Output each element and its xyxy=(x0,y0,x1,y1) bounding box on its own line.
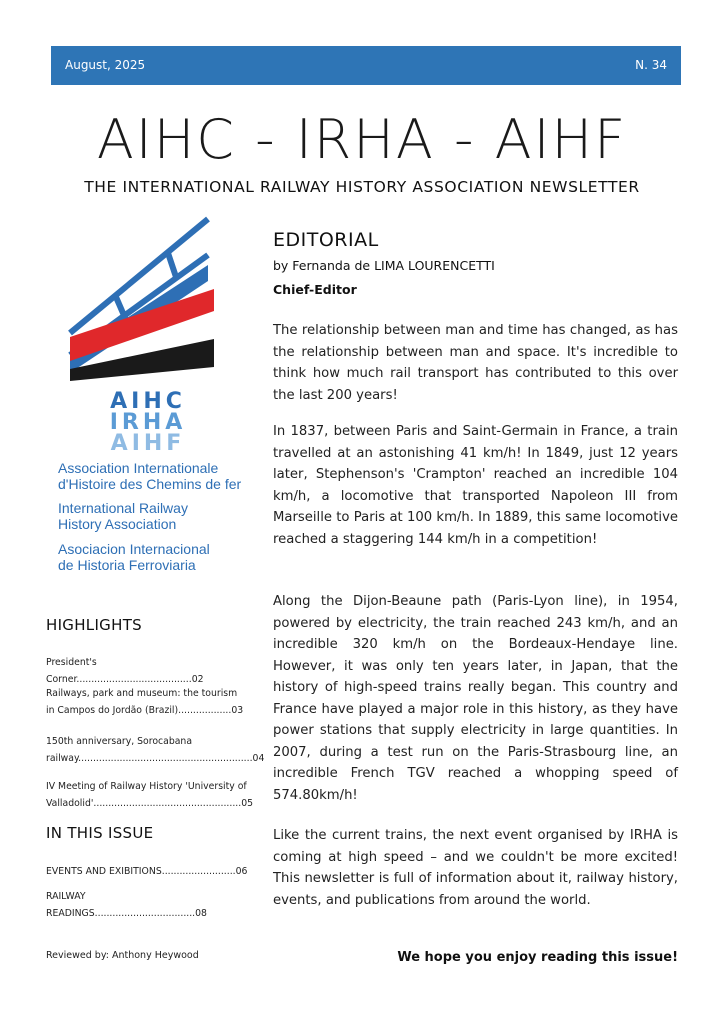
highlights-item[interactable]: IV Meeting of Railway History 'University of Valladolid'..................................................05 xyxy=(46,781,254,809)
highlights-item[interactable]: President's Corner.......................................02 xyxy=(46,657,204,685)
issue-item[interactable]: EVENTS AND EXIBITIONS.........................06 xyxy=(46,866,248,877)
closing-line: We hope you enjoy reading this issue! xyxy=(397,950,678,965)
editorial-heading: EDITORIAL xyxy=(273,229,379,251)
reviewed-by: Reviewed by: Anthony Heywood xyxy=(46,950,199,961)
logo-name-spanish: Asociacion Internacional de Historia Ferroviaria xyxy=(58,541,210,573)
logo-name-english: International Railway History Association xyxy=(58,500,188,532)
masthead-subtitle: THE INTERNATIONAL RAILWAY HISTORY ASSOCIATION NEWSLETTER xyxy=(84,178,640,196)
in-this-issue-heading: IN THIS ISSUE xyxy=(46,824,154,842)
issue-item[interactable]: RAILWAY READINGS..................................08 xyxy=(46,891,207,919)
header-bar xyxy=(51,46,681,85)
editorial-byline: by Fernanda de LIMA LOURENCETTI xyxy=(273,258,495,273)
highlights-item[interactable]: 150th anniversary, Sorocabana railway...........................................................04 xyxy=(46,736,265,764)
highlights-heading: HIGHLIGHTS xyxy=(46,616,142,634)
editorial-paragraph: Like the current trains, the next event organised by IRHA is coming at high speed – and we couldn't be more excited! This newsletter is full of information about it, railway history, events, and publications from around the world. xyxy=(273,828,678,908)
editorial-paragraph: The relationship between man and time has changed, as has the relationship between man and space. It's incredible to think how much rail transport has contributed to this over the last 200 years! xyxy=(273,323,678,403)
editorial-paragraph: Along the Dijon-Beaune path (Paris-Lyon line), in 1954, powered by electricity, the train reached 243 km/h, and an incredible 320 km/h on the Bordeaux-Hendaye line. However, it was only ten years later, in Japan, that the history of high-speed trains really began. This country and France have played a major role in this history, as they have power stations that supply electricity in large quantities. In 2007, during a test run on the Paris-Strasbourg line, an incredible French TGV reached a whopping speed of 574.80km/h! xyxy=(273,594,678,803)
highlights-item[interactable]: Railways, park and museum: the tourism in Campos do Jordão (Brazil)..................03 xyxy=(46,688,244,716)
masthead-title: AIHC - IRHA - AIHF xyxy=(96,108,628,171)
logo-name-french: Association Internationale d'Histoire des Chemins de fer xyxy=(58,460,242,492)
logo-acronym-aihf: AIHF xyxy=(110,431,186,456)
editorial-role: Chief-Editor xyxy=(273,282,357,297)
logo-acronym-aihc: AIHC xyxy=(110,389,186,414)
logo-acronym-irha: IRHA xyxy=(109,410,187,435)
editorial-paragraph: In 1837, between Paris and Saint-Germain in France, a train travelled at an astonishing 41 km/h! In 1849, just 12 years later, Stephenson's 'Crampton' reached an incredible 104 km/h, a locomotive that transported Napoleon III from Marseille to Paris at 100 km/h. In 1889, this same locomotive reached a staggering 144 km/h in a competition! xyxy=(273,424,678,547)
issue-number: N. 34 xyxy=(635,58,667,72)
issue-date: August, 2025 xyxy=(65,58,146,72)
